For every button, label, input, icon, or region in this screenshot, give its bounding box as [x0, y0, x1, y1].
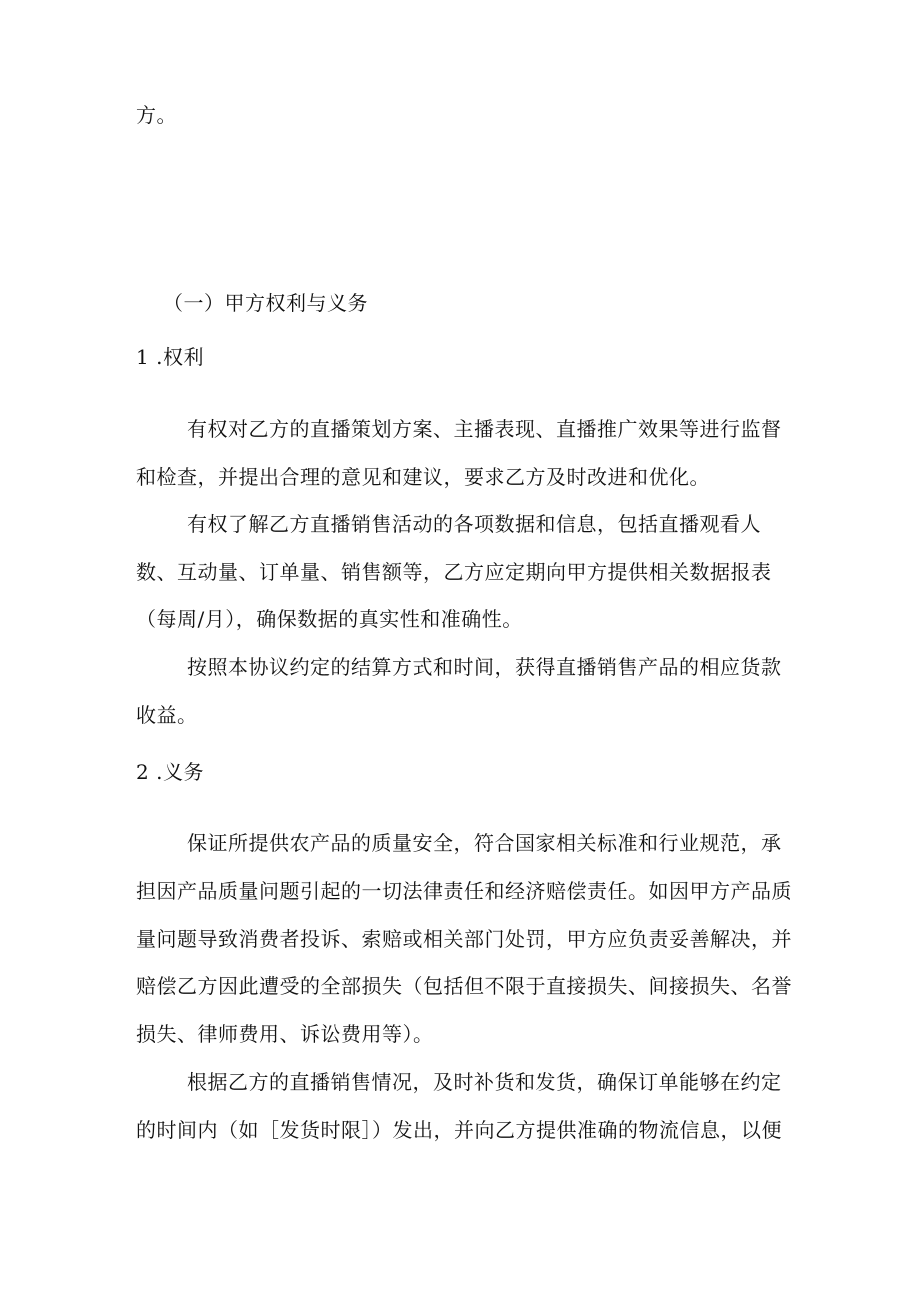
- duties-paragraph-line: 担因产品质量问题引起的一切法律责任和经济赔偿责任。如因甲方产品质: [136, 879, 792, 903]
- duties-paragraph-line: 赔偿乙方因此遭受的全部损失（包括但不限于直接损失、间接损失、名誉: [136, 974, 792, 998]
- duties-paragraph-line: 保证所提供农产品的质量安全，符合国家相关标准和行业规范，承: [187, 831, 782, 855]
- duties-heading: 2 .义务: [136, 760, 204, 784]
- rights-paragraph-line: 和检查，并提出合理的意见和建议，要求乙方及时改进和优化。: [136, 465, 710, 489]
- duties-paragraph-line: 根据乙方的直播销售情况，及时补货和发货，确保订单能够在约定: [187, 1070, 782, 1094]
- rights-paragraph-line: 收益。: [136, 703, 198, 727]
- duties-paragraph-line: 量问题导致消费者投诉、索赔或相关部门处罚，甲方应负责妥善解决，并: [136, 927, 792, 951]
- carryover-text: 方。: [136, 103, 177, 127]
- rights-heading: 1 .权利: [136, 345, 204, 369]
- rights-paragraph-line: （每周/月），确保数据的真实性和准确性。: [136, 607, 523, 631]
- rights-paragraph-line: 按照本协议约定的结算方式和时间，获得直播销售产品的相应货款: [187, 655, 782, 679]
- rights-paragraph-line: 有权了解乙方直播销售活动的各项数据和信息，包括直播观看人: [187, 512, 761, 536]
- duties-paragraph-line: 的时间内（如［发货时限］）发出，并向乙方提供准确的物流信息，以便: [136, 1118, 782, 1142]
- section-heading: （一）甲方权利与义务: [163, 291, 368, 315]
- rights-paragraph-line: 有权对乙方的直播策划方案、主播表现、直播推广效果等进行监督: [187, 417, 782, 441]
- duties-paragraph-line: 损失、律师费用、诉讼费用等）。: [136, 1022, 434, 1046]
- rights-paragraph-line: 数、互动量、订单量、销售额等，乙方应定期向甲方提供相关数据报表: [136, 560, 772, 584]
